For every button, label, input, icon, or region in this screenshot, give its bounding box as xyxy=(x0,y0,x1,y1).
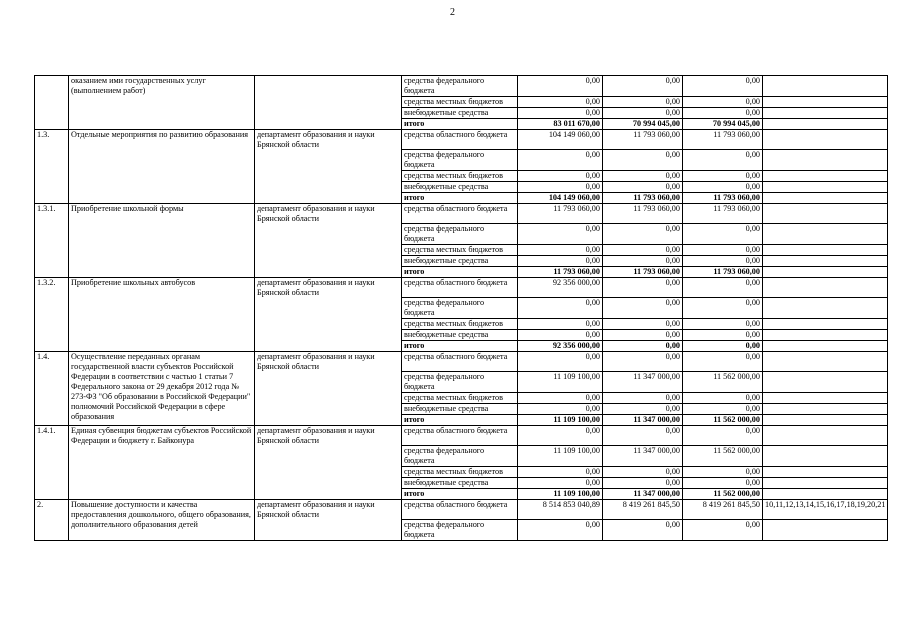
table-row xyxy=(35,500,888,520)
amount-cell: 0,00 xyxy=(603,97,683,108)
indicators-cell xyxy=(763,204,888,224)
amount-cell: 0,00 xyxy=(518,256,603,267)
funding-source: средства местных бюджетов xyxy=(402,97,518,108)
amount-cell: 0,00 xyxy=(518,224,603,245)
amount-cell: 11 793 060,00 xyxy=(603,204,683,224)
amount-cell: 0,00 xyxy=(603,256,683,267)
amount-cell: 0,00 xyxy=(683,171,763,182)
activity-name: Приобретение школьной формы xyxy=(69,204,255,278)
amount-cell: 0,00 xyxy=(683,108,763,119)
activity-code: 2. xyxy=(35,500,69,541)
amount-cell: 0,00 xyxy=(518,520,603,541)
amount-cell: 0,00 xyxy=(603,478,683,489)
funding-source: средства местных бюджетов xyxy=(402,171,518,182)
amount-cell: 8 514 853 040,89 xyxy=(518,500,603,520)
indicators-cell xyxy=(763,352,888,372)
funding-source: средства областного бюджета xyxy=(402,500,518,520)
funding-source: итого xyxy=(402,267,518,278)
amount-cell: 0,00 xyxy=(603,404,683,415)
amount-cell: 11 793 060,00 xyxy=(603,130,683,150)
responsible-dept: департамент образования и науки Брянской области xyxy=(255,278,402,352)
indicators-cell xyxy=(763,341,888,352)
indicators-cell xyxy=(763,76,888,97)
amount-cell: 0,00 xyxy=(603,76,683,97)
amount-cell: 0,00 xyxy=(518,150,603,171)
funding-source: итого xyxy=(402,341,518,352)
responsible-dept: департамент образования и науки Брянской области xyxy=(255,426,402,500)
indicators-cell xyxy=(763,319,888,330)
funding-source: средства областного бюджета xyxy=(402,130,518,150)
amount-cell: 11 562 000,00 xyxy=(683,415,763,426)
indicators-cell xyxy=(763,298,888,319)
amount-cell: 0,00 xyxy=(603,298,683,319)
amount-cell: 0,00 xyxy=(603,182,683,193)
funding-source: средства областного бюджета xyxy=(402,278,518,298)
indicators-cell xyxy=(763,404,888,415)
amount-cell: 11 793 060,00 xyxy=(683,130,763,150)
responsible-dept: департамент образования и науки Брянской области xyxy=(255,204,402,278)
activity-code: 1.3.2. xyxy=(35,278,69,352)
financing-table xyxy=(34,75,888,541)
activity-name: Единая субвенция бюджетам субъектов Российской Федерации и бюджету г. Байконура xyxy=(69,426,255,500)
amount-cell: 0,00 xyxy=(683,319,763,330)
funding-source: средства федерального бюджета xyxy=(402,298,518,319)
activity-name: Отдельные мероприятия по развитию образования xyxy=(69,130,255,204)
activity-name: Осуществление переданных органам государственной власти субъектов Российской Федерации в соответствии с частью 1 статьи 7 Федерального закона от 29 декабря 2012 года № 273-ФЗ "Об образовании в Российской Федерации" полномочий Российской Федерации в сфере образования xyxy=(69,352,255,426)
amount-cell: 0,00 xyxy=(603,341,683,352)
indicators-cell xyxy=(763,97,888,108)
amount-cell: 70 994 045,00 xyxy=(683,119,763,130)
funding-source: внебюджетные средства xyxy=(402,108,518,119)
amount-cell: 0,00 xyxy=(518,245,603,256)
indicators-cell xyxy=(763,446,888,467)
amount-cell: 0,00 xyxy=(683,352,763,372)
funding-source: средства местных бюджетов xyxy=(402,319,518,330)
indicators-cell xyxy=(763,330,888,341)
amount-cell: 0,00 xyxy=(603,150,683,171)
amount-cell: 11 347 000,00 xyxy=(603,372,683,393)
amount-cell: 92 356 000,00 xyxy=(518,278,603,298)
amount-cell: 0,00 xyxy=(518,319,603,330)
amount-cell: 11 793 060,00 xyxy=(683,204,763,224)
amount-cell: 11 793 060,00 xyxy=(603,267,683,278)
table-row xyxy=(35,278,888,298)
page-number: 2 xyxy=(450,7,455,18)
table-row xyxy=(35,352,888,372)
amount-cell: 0,00 xyxy=(683,224,763,245)
funding-source: средства местных бюджетов xyxy=(402,245,518,256)
funding-source: итого xyxy=(402,415,518,426)
amount-cell: 0,00 xyxy=(603,352,683,372)
amount-cell: 0,00 xyxy=(683,467,763,478)
amount-cell: 0,00 xyxy=(683,426,763,446)
funding-source: средства федерального бюджета xyxy=(402,76,518,97)
funding-source: средства федерального бюджета xyxy=(402,150,518,171)
amount-cell: 0,00 xyxy=(683,478,763,489)
activity-code: 1.4. xyxy=(35,352,69,426)
amount-cell: 11 793 060,00 xyxy=(518,204,603,224)
amount-cell: 0,00 xyxy=(518,76,603,97)
amount-cell: 11 347 000,00 xyxy=(603,415,683,426)
activity-code xyxy=(35,76,69,130)
amount-cell: 11 793 060,00 xyxy=(683,267,763,278)
indicators-cell xyxy=(763,119,888,130)
amount-cell: 11 109 100,00 xyxy=(518,489,603,500)
table-row xyxy=(35,426,888,446)
amount-cell: 0,00 xyxy=(603,467,683,478)
funding-source: итого xyxy=(402,119,518,130)
amount-cell: 0,00 xyxy=(683,330,763,341)
amount-cell: 104 149 060,00 xyxy=(518,130,603,150)
amount-cell: 0,00 xyxy=(518,298,603,319)
amount-cell: 0,00 xyxy=(603,224,683,245)
amount-cell: 0,00 xyxy=(518,467,603,478)
indicators-cell xyxy=(763,478,888,489)
indicators-cell xyxy=(763,520,888,541)
amount-cell: 0,00 xyxy=(603,393,683,404)
amount-cell: 11 562 000,00 xyxy=(683,446,763,467)
amount-cell: 0,00 xyxy=(518,404,603,415)
table-row xyxy=(35,76,888,97)
indicators-cell xyxy=(763,426,888,446)
table-row xyxy=(35,130,888,150)
funding-source: внебюджетные средства xyxy=(402,404,518,415)
amount-cell: 8 419 261 845,50 xyxy=(683,500,763,520)
amount-cell: 8 419 261 845,50 xyxy=(603,500,683,520)
responsible-dept: департамент образования и науки Брянской области xyxy=(255,130,402,204)
amount-cell: 0,00 xyxy=(603,426,683,446)
activity-code: 1.4.1. xyxy=(35,426,69,500)
indicators-cell xyxy=(763,256,888,267)
amount-cell: 0,00 xyxy=(518,330,603,341)
amount-cell: 11 793 060,00 xyxy=(518,267,603,278)
funding-source: внебюджетные средства xyxy=(402,330,518,341)
funding-source: внебюджетные средства xyxy=(402,256,518,267)
amount-cell: 104 149 060,00 xyxy=(518,193,603,204)
amount-cell: 0,00 xyxy=(518,97,603,108)
amount-cell: 0,00 xyxy=(518,352,603,372)
amount-cell: 92 356 000,00 xyxy=(518,341,603,352)
funding-source: средства областного бюджета xyxy=(402,352,518,372)
amount-cell: 11 109 100,00 xyxy=(518,446,603,467)
responsible-dept: департамент образования и науки Брянской области xyxy=(255,500,402,541)
amount-cell: 0,00 xyxy=(683,298,763,319)
amount-cell: 0,00 xyxy=(518,182,603,193)
indicators-cell xyxy=(763,150,888,171)
amount-cell: 0,00 xyxy=(683,182,763,193)
amount-cell: 0,00 xyxy=(683,278,763,298)
indicators-cell xyxy=(763,267,888,278)
activity-name: Повышение доступности и качества предоставления дошкольного, общего образования, дополнительного образования детей xyxy=(69,500,255,541)
funding-source: средства местных бюджетов xyxy=(402,393,518,404)
amount-cell: 11 347 000,00 xyxy=(603,446,683,467)
amount-cell: 0,00 xyxy=(683,393,763,404)
activity-code: 1.3.1. xyxy=(35,204,69,278)
amount-cell: 0,00 xyxy=(683,404,763,415)
indicators-cell: 10,11,12,13,14,15,16,17,18,19,20,21 xyxy=(763,500,888,520)
amount-cell: 11 347 000,00 xyxy=(603,489,683,500)
table-body xyxy=(35,76,888,541)
amount-cell: 11 793 060,00 xyxy=(603,193,683,204)
amount-cell: 11 109 100,00 xyxy=(518,415,603,426)
responsible-dept xyxy=(255,76,402,130)
indicators-cell xyxy=(763,182,888,193)
amount-cell: 0,00 xyxy=(683,256,763,267)
indicators-cell xyxy=(763,489,888,500)
amount-cell: 0,00 xyxy=(603,278,683,298)
amount-cell: 0,00 xyxy=(683,97,763,108)
indicators-cell xyxy=(763,372,888,393)
amount-cell: 70 994 045,00 xyxy=(603,119,683,130)
amount-cell: 0,00 xyxy=(683,150,763,171)
amount-cell: 0,00 xyxy=(518,393,603,404)
amount-cell: 0,00 xyxy=(603,171,683,182)
funding-source: внебюджетные средства xyxy=(402,182,518,193)
amount-cell: 0,00 xyxy=(603,108,683,119)
indicators-cell xyxy=(763,224,888,245)
amount-cell: 83 011 670,00 xyxy=(518,119,603,130)
amount-cell: 0,00 xyxy=(603,245,683,256)
indicators-cell xyxy=(763,193,888,204)
table-row xyxy=(35,204,888,224)
amount-cell: 0,00 xyxy=(683,341,763,352)
amount-cell: 0,00 xyxy=(518,171,603,182)
amount-cell: 0,00 xyxy=(603,330,683,341)
amount-cell: 11 109 100,00 xyxy=(518,372,603,393)
funding-source: средства федерального бюджета xyxy=(402,224,518,245)
amount-cell: 0,00 xyxy=(683,76,763,97)
funding-source: итого xyxy=(402,193,518,204)
funding-source: средства федерального бюджета xyxy=(402,520,518,541)
activity-code: 1.3. xyxy=(35,130,69,204)
amount-cell: 0,00 xyxy=(518,108,603,119)
amount-cell: 0,00 xyxy=(683,520,763,541)
funding-source: средства федерального бюджета xyxy=(402,372,518,393)
amount-cell: 0,00 xyxy=(603,520,683,541)
funding-source: средства областного бюджета xyxy=(402,204,518,224)
activity-name: Приобретение школьных автобусов xyxy=(69,278,255,352)
funding-source: средства федерального бюджета xyxy=(402,446,518,467)
amount-cell: 0,00 xyxy=(518,426,603,446)
amount-cell: 0,00 xyxy=(603,319,683,330)
indicators-cell xyxy=(763,393,888,404)
indicators-cell xyxy=(763,108,888,119)
amount-cell: 0,00 xyxy=(683,245,763,256)
indicators-cell xyxy=(763,278,888,298)
amount-cell: 11 793 060,00 xyxy=(683,193,763,204)
indicators-cell xyxy=(763,245,888,256)
amount-cell: 0,00 xyxy=(518,478,603,489)
indicators-cell xyxy=(763,467,888,478)
responsible-dept: департамент образования и науки Брянской области xyxy=(255,352,402,426)
activity-name: оказанием ими государственных услуг (выполнением работ) xyxy=(69,76,255,130)
indicators-cell xyxy=(763,130,888,150)
indicators-cell xyxy=(763,171,888,182)
amount-cell: 11 562 000,00 xyxy=(683,372,763,393)
funding-source: внебюджетные средства xyxy=(402,478,518,489)
amount-cell: 11 562 000,00 xyxy=(683,489,763,500)
funding-source: средства местных бюджетов xyxy=(402,467,518,478)
funding-source: итого xyxy=(402,489,518,500)
funding-source: средства областного бюджета xyxy=(402,426,518,446)
indicators-cell xyxy=(763,415,888,426)
